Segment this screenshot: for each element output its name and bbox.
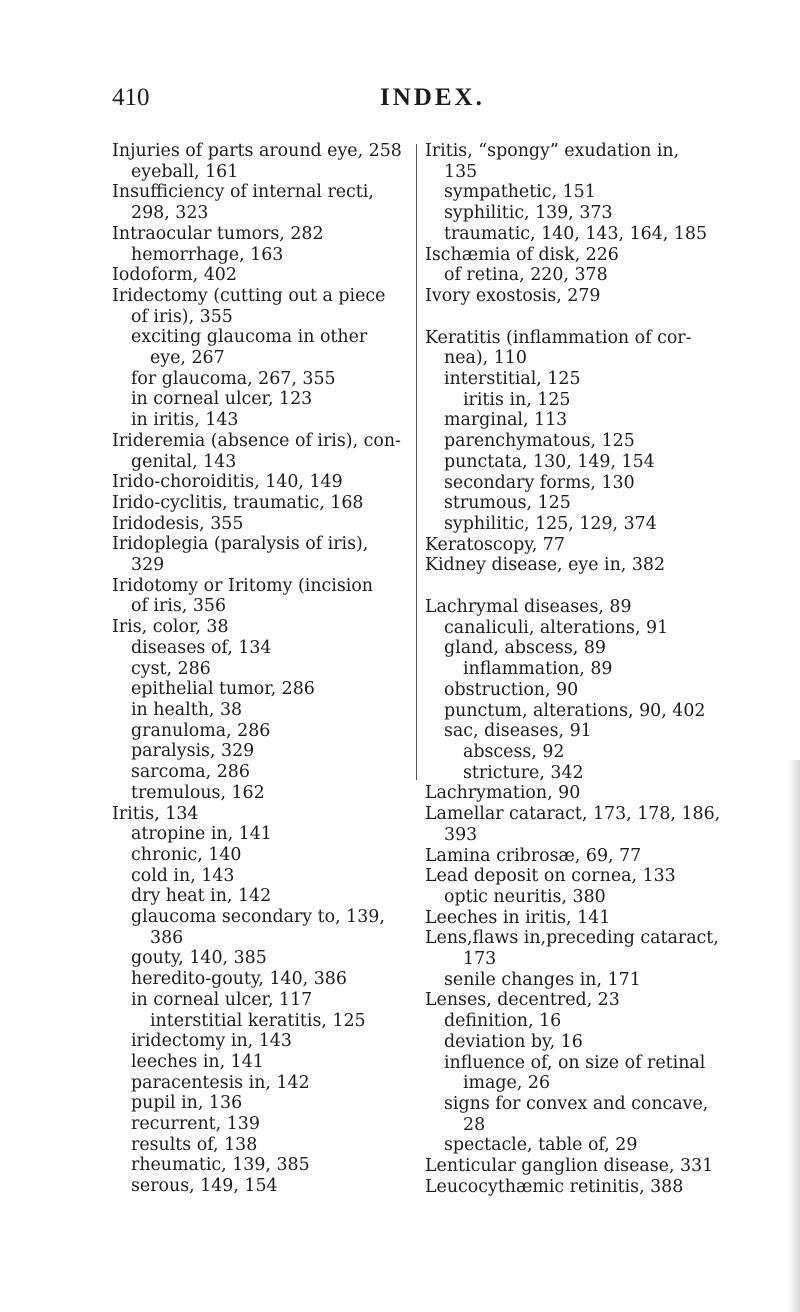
- index-entry: results of, 138: [131, 1134, 258, 1155]
- index-entry: glaucoma secondary to, 139,: [131, 907, 385, 928]
- index-entry: Lamina cribrosæ, 69, 77: [425, 845, 642, 866]
- index-entry: iritis in, 125: [463, 389, 571, 410]
- index-entry: hemorrhage, 163: [131, 244, 284, 265]
- index-entry: Lamellar cataract, 173, 178, 186,: [425, 804, 721, 825]
- index-entry: Kidney disease, eye in, 382: [425, 555, 666, 576]
- index-entry: serous, 149, 154: [131, 1176, 278, 1197]
- index-entry: Iritis, “spongy” exudation in,: [425, 141, 680, 161]
- page-header: [0, 84, 800, 124]
- index-entry: tremulous, 162: [131, 782, 265, 803]
- index-entry: punctata, 130, 149, 154: [444, 451, 655, 472]
- index-entry: Iodoform, 402: [112, 265, 237, 286]
- index-entry: gland, abscess, 89: [444, 638, 606, 659]
- index-entry: deviation by, 16: [444, 1031, 583, 1052]
- index-entry: Lens,flaws in,preceding cataract,: [425, 928, 719, 949]
- index-entry: optic neuritis, 380: [444, 886, 606, 907]
- index-entry: iridectomy in, 143: [131, 1031, 292, 1052]
- index-entry: diseases of, 134: [131, 637, 272, 658]
- index-entry: sac, diseases, 91: [444, 721, 592, 742]
- index-entry: Iridoplegia (paralysis of iris),: [112, 534, 369, 555]
- index-entry: Lachrymal diseases, 89: [425, 597, 632, 618]
- index-entry: heredito-gouty, 140, 386: [131, 969, 347, 990]
- index-entry: influence of, on size of retinal: [444, 1052, 706, 1073]
- index-entry: Keratitis (inflammation of cor-: [425, 327, 692, 348]
- index-entry: in iritis, 143: [131, 410, 239, 431]
- index-entry: in corneal ulcer, 117: [131, 989, 313, 1010]
- index-entry: Lenticular ganglion disease, 331: [425, 1156, 714, 1177]
- index-entry: Irideremia (absence of iris), con-: [112, 430, 401, 451]
- index-entry: chronic, 140: [131, 844, 242, 865]
- index-entry: signs for convex and concave,: [444, 1093, 709, 1114]
- index-entry: senile changes in, 171: [444, 969, 641, 990]
- index-entry: genital, 143: [131, 451, 237, 472]
- index-entry: strumous, 125: [444, 493, 571, 514]
- index-entry: granuloma, 286: [131, 720, 271, 741]
- index-entry: cyst, 286: [131, 658, 211, 679]
- index-entry: 28: [463, 1114, 486, 1135]
- index-entry: spectacle, table of, 29: [444, 1135, 638, 1156]
- index-entry: 386: [150, 927, 184, 948]
- index-entry: Irido-cyclitis, traumatic, 168: [112, 492, 364, 513]
- index-entry: Iridectomy (cutting out a piece: [112, 285, 386, 306]
- index-entry: Ivory exostosis, 279: [425, 285, 601, 306]
- column-divider: [416, 144, 417, 780]
- index-entry: parenchymatous, 125: [444, 431, 635, 452]
- running-head: INDEX.: [380, 84, 485, 111]
- index-entry: sarcoma, 286: [131, 762, 250, 783]
- index-entry: obstruction, 90: [444, 679, 579, 700]
- index-entry: secondary forms, 130: [444, 472, 635, 493]
- index-entry: exciting glaucoma in other: [131, 327, 368, 348]
- index-entry: Intraocular tumors, 282: [112, 223, 324, 244]
- index-entry: epithelial tumor, 286: [131, 679, 315, 700]
- index-entry: for glaucoma, 267, 355: [131, 368, 336, 389]
- index-entry: 298, 323: [131, 203, 209, 224]
- index-entry: definition, 16: [444, 1011, 562, 1032]
- index-entry: leeches in, 141: [131, 1051, 264, 1072]
- index-entry: Iridotomy or Iritomy (incision: [112, 575, 374, 596]
- index-entry: gouty, 140, 385: [131, 948, 267, 969]
- index-entry: rheumatic, 139, 385: [131, 1155, 310, 1176]
- index-entry: Iris, color, 38: [112, 617, 229, 638]
- section-gap: [425, 576, 725, 597]
- index-entry: atropine in, 141: [131, 824, 272, 845]
- section-gap: [425, 307, 725, 328]
- index-entry: interstitial keratitis, 125: [150, 1010, 366, 1031]
- index-entry: Iridodesis, 355: [112, 513, 244, 534]
- index-entry: Leucocythæmic retinitis, 388: [425, 1176, 684, 1197]
- index-column-right: [425, 141, 725, 1197]
- index-entry: image, 26: [463, 1073, 551, 1094]
- index-entry: 393: [444, 824, 478, 845]
- index-entry: Insufficiency of internal recti,: [112, 182, 374, 203]
- index-entry: Lachrymation, 90: [425, 783, 581, 804]
- index-entry: Lead deposit on cornea, 133: [425, 866, 676, 887]
- index-entry: traumatic, 140, 143, 164, 185: [444, 223, 708, 244]
- index-entry: Ischæmia of disk, 226: [425, 244, 619, 265]
- index-entry: interstitial, 125: [444, 369, 581, 390]
- index-entry: punctum, alterations, 90, 402: [444, 700, 706, 721]
- page-number: 410: [112, 84, 150, 111]
- index-entry: Injuries of parts around eye, 258: [112, 141, 402, 161]
- index-entry: Lenses, decentred, 23: [425, 990, 620, 1011]
- index-entry: canaliculi, alterations, 91: [444, 617, 669, 638]
- index-entry: Keratoscopy, 77: [425, 534, 565, 555]
- index-entry: paralysis, 329: [131, 741, 255, 762]
- index-entry: Irido-choroiditis, 140, 149: [112, 472, 343, 493]
- index-entry: Leeches in iritis, 141: [425, 907, 611, 928]
- index-entry: recurrent, 139: [131, 1114, 260, 1135]
- index-entry: syphilitic, 139, 373: [444, 203, 613, 224]
- index-entry: pupil in, 136: [131, 1093, 243, 1114]
- index-entry: marginal, 113: [444, 410, 568, 431]
- page-edge-shadow: [788, 760, 800, 1312]
- index-entry: abscess, 92: [463, 741, 565, 762]
- index-entry: dry heat in, 142: [131, 886, 272, 907]
- index-entry: 135: [444, 161, 478, 182]
- index-entry: 173: [463, 949, 497, 970]
- index-entry: eye, 267: [150, 348, 225, 369]
- index-entry: sympathetic, 151: [444, 182, 596, 203]
- index-entry: eyeball, 161: [131, 161, 239, 182]
- index-entry: in corneal ulcer, 123: [131, 389, 313, 410]
- index-entry: Iritis, 134: [112, 803, 199, 824]
- index-entry: of iris, 356: [131, 596, 227, 617]
- index-entry: of retina, 220, 378: [444, 265, 608, 286]
- index-entry: inflammation, 89: [463, 659, 613, 680]
- index-entry: 329: [131, 555, 165, 576]
- index-entry: of iris), 355: [131, 306, 233, 327]
- index-column-left: [112, 141, 408, 1197]
- index-entry: stricture, 342: [463, 762, 584, 783]
- index-entry: syphilitic, 125, 129, 374: [444, 513, 657, 534]
- index-entry: in health, 38: [131, 699, 243, 720]
- index-entry: nea), 110: [444, 348, 527, 369]
- index-entry: paracentesis in, 142: [131, 1072, 310, 1093]
- index-entry: cold in, 143: [131, 865, 235, 886]
